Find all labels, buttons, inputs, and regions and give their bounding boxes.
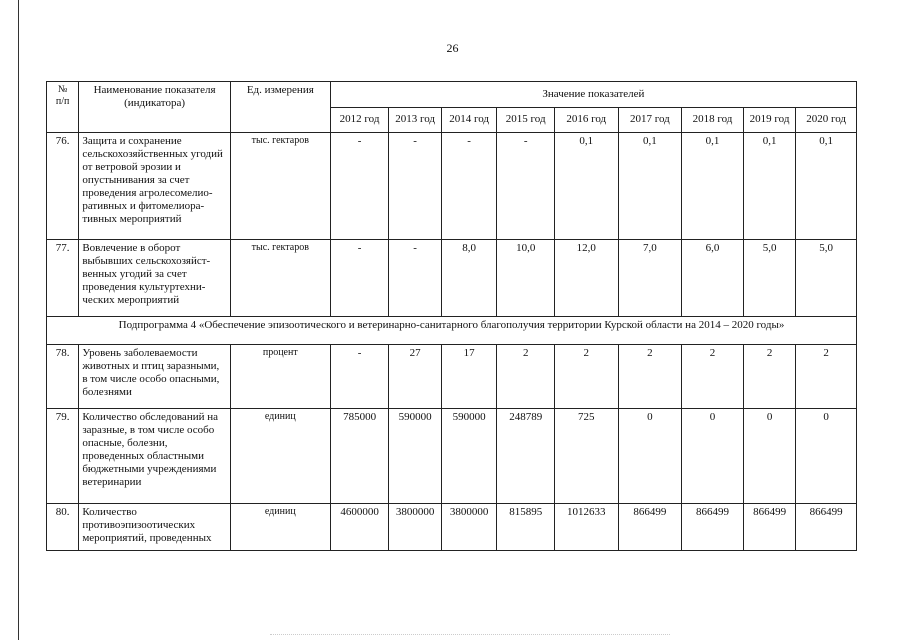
header-unit: Ед. измерения bbox=[230, 82, 330, 133]
header-year: 2016 год bbox=[554, 107, 618, 132]
value-cell: 1012633 bbox=[554, 503, 618, 550]
unit-of-measure: единиц bbox=[230, 503, 330, 550]
value-cell: 5,0 bbox=[743, 239, 796, 316]
value-cell: 4600000 bbox=[330, 503, 389, 550]
table-row bbox=[47, 408, 857, 503]
value-cell: - bbox=[389, 132, 442, 239]
header-year: 2017 год bbox=[618, 107, 682, 132]
unit-of-measure: тыс. гектаров bbox=[230, 239, 330, 316]
value-cell: 2 bbox=[554, 344, 618, 408]
indicator-name: Защита и сохранение сельскохозяйственных угодий от ветровой эрозии и опустынивания за счет проведения агролесомелио-ративных и фитомелиора-тивных мероприятий bbox=[79, 132, 230, 239]
value-cell: 0 bbox=[796, 408, 857, 503]
row-number: 77. bbox=[47, 239, 79, 316]
left-margin-rule bbox=[18, 0, 19, 640]
header-no: № п/п bbox=[47, 82, 79, 133]
value-cell: 0,1 bbox=[618, 132, 682, 239]
header-year: 2020 год bbox=[796, 107, 857, 132]
value-cell: 0,1 bbox=[796, 132, 857, 239]
value-cell: 725 bbox=[554, 408, 618, 503]
value-cell: - bbox=[389, 239, 442, 316]
value-cell: 8,0 bbox=[441, 239, 497, 316]
unit-of-measure: процент bbox=[230, 344, 330, 408]
value-cell: 0,1 bbox=[554, 132, 618, 239]
value-cell: 17 bbox=[441, 344, 497, 408]
value-cell: 12,0 bbox=[554, 239, 618, 316]
header-year: 2012 год bbox=[330, 107, 389, 132]
value-cell: 2 bbox=[497, 344, 555, 408]
value-cell: 3800000 bbox=[441, 503, 497, 550]
value-cell: 6,0 bbox=[682, 239, 744, 316]
row-number: 79. bbox=[47, 408, 79, 503]
value-cell: 3800000 bbox=[389, 503, 442, 550]
header-year: 2019 год bbox=[743, 107, 796, 132]
value-cell: - bbox=[497, 132, 555, 239]
value-cell: 2 bbox=[796, 344, 857, 408]
table-row bbox=[47, 344, 857, 408]
value-cell: 815895 bbox=[497, 503, 555, 550]
header-year: 2015 год bbox=[497, 107, 555, 132]
row-number: 78. bbox=[47, 344, 79, 408]
value-cell: 590000 bbox=[441, 408, 497, 503]
value-cell: 866499 bbox=[743, 503, 796, 550]
table-row bbox=[47, 503, 857, 550]
value-cell: 0 bbox=[682, 408, 744, 503]
value-cell: 5,0 bbox=[796, 239, 857, 316]
value-cell: 0,1 bbox=[682, 132, 744, 239]
subprogram-title: Подпрограмма 4 «Обеспечение эпизоотического и ветеринарно-санитарного благополучия территории Курской области на 2014 – 2020 годы» bbox=[47, 316, 857, 344]
header-year: 2018 год bbox=[682, 107, 744, 132]
indicator-name: Количество обследований на заразные, в том числе особо опасные, болезни, проведенных областными бюджетными учреждениями ветеринарии bbox=[79, 408, 230, 503]
page-number: 26 bbox=[446, 41, 459, 55]
value-cell: 248789 bbox=[497, 408, 555, 503]
table-row bbox=[47, 132, 857, 239]
value-cell: - bbox=[441, 132, 497, 239]
value-cell: 866499 bbox=[796, 503, 857, 550]
value-cell: 0 bbox=[618, 408, 682, 503]
indicator-name: Вовлечение в оборот выбывших сельскохозяйст-венных угодий за счет проведения культуртехни-ческих мероприятий bbox=[79, 239, 230, 316]
unit-of-measure: единиц bbox=[230, 408, 330, 503]
indicator-name: Уровень заболеваемости животных и птиц заразными, в том числе особо опасными, болезнями bbox=[79, 344, 230, 408]
value-cell: 590000 bbox=[389, 408, 442, 503]
value-cell: - bbox=[330, 239, 389, 316]
value-cell: 2 bbox=[682, 344, 744, 408]
value-cell: 866499 bbox=[618, 503, 682, 550]
bottom-artifact-line bbox=[270, 634, 670, 637]
unit-of-measure: тыс. гектаров bbox=[230, 132, 330, 239]
value-cell: 866499 bbox=[682, 503, 744, 550]
header-year: 2014 год bbox=[441, 107, 497, 132]
header-name: Наименование показателя (индикатора) bbox=[79, 82, 230, 133]
indicator-name: Количество противоэпизоотических мероприятий, проведенных bbox=[79, 503, 230, 550]
table-body bbox=[47, 132, 857, 550]
value-cell: - bbox=[330, 344, 389, 408]
header-values-title: Значение показателей bbox=[330, 82, 856, 108]
value-cell: 7,0 bbox=[618, 239, 682, 316]
header-year: 2013 год bbox=[389, 107, 442, 132]
value-cell: 0,1 bbox=[743, 132, 796, 239]
value-cell: 10,0 bbox=[497, 239, 555, 316]
row-number: 80. bbox=[47, 503, 79, 550]
value-cell: 27 bbox=[389, 344, 442, 408]
indicator-table bbox=[46, 81, 857, 551]
value-cell: 2 bbox=[618, 344, 682, 408]
table-row bbox=[47, 239, 857, 316]
subprogram-row bbox=[47, 316, 857, 344]
value-cell: 785000 bbox=[330, 408, 389, 503]
value-cell: 0 bbox=[743, 408, 796, 503]
row-number: 76. bbox=[47, 132, 79, 239]
value-cell: - bbox=[330, 132, 389, 239]
value-cell: 2 bbox=[743, 344, 796, 408]
header-row bbox=[47, 82, 857, 108]
